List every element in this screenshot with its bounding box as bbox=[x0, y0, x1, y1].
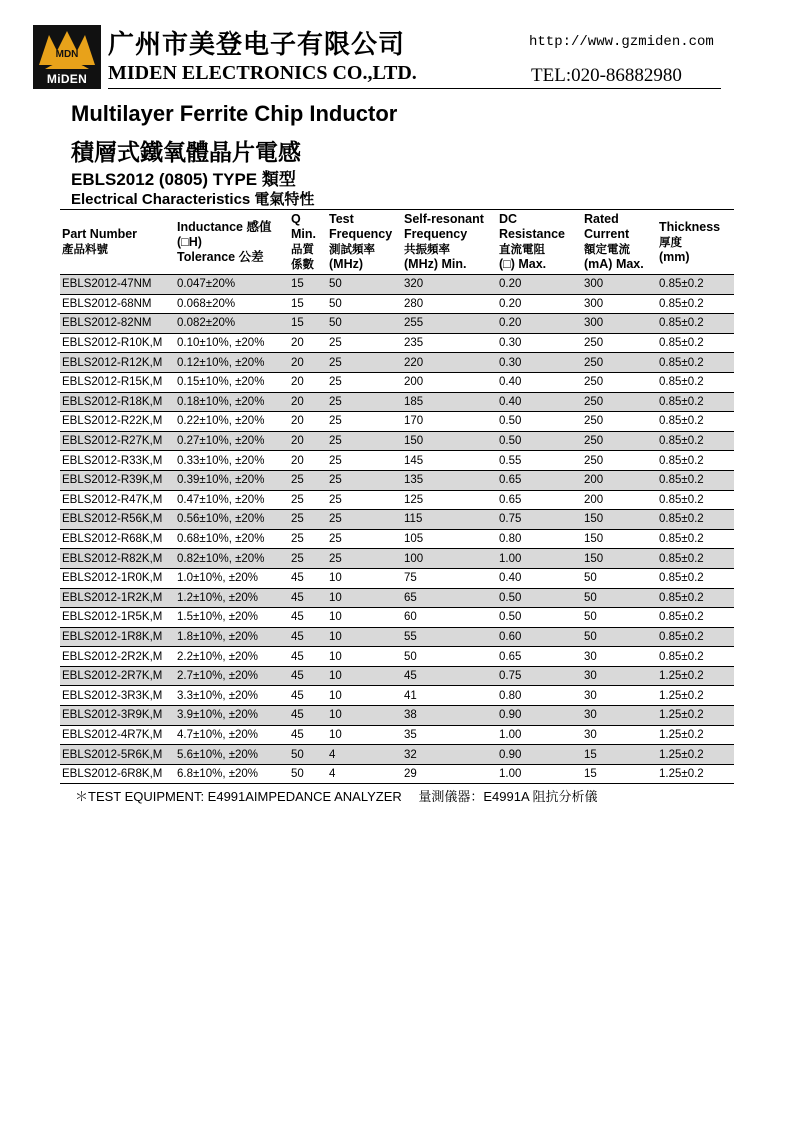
cell-inductance: 1.5±10%, ±20% bbox=[175, 608, 289, 628]
table-row bbox=[60, 510, 734, 530]
cell-test-frequency: 4 bbox=[327, 764, 402, 784]
cell-dc-resistance: 0.40 bbox=[497, 392, 582, 412]
cell-test-frequency: 50 bbox=[327, 294, 402, 314]
cell-q-min: 45 bbox=[289, 706, 327, 726]
table-row bbox=[60, 412, 734, 432]
header-line: Rated bbox=[584, 212, 619, 226]
cell-dc-resistance: 0.50 bbox=[497, 608, 582, 628]
header-line: 直流電阻 bbox=[499, 242, 545, 256]
cell-inductance: 0.68±10%, ±20% bbox=[175, 529, 289, 549]
table-row bbox=[60, 392, 734, 412]
cell-thickness: 0.85±0.2 bbox=[657, 647, 734, 667]
cell-part-number: EBLS2012-5R6K,M bbox=[60, 745, 175, 765]
table-row bbox=[60, 470, 734, 490]
cell-dc-resistance: 0.90 bbox=[497, 706, 582, 726]
logo-mdn-text: MDN bbox=[55, 49, 79, 60]
cell-part-number: EBLS2012-82NM bbox=[60, 314, 175, 334]
cell-inductance: 6.8±10%, ±20% bbox=[175, 764, 289, 784]
cell-test-frequency: 25 bbox=[327, 549, 402, 569]
section-heading: Electrical Characteristics 電氣特性 bbox=[71, 191, 315, 208]
table-row bbox=[60, 294, 734, 314]
cell-self-resonant-frequency: 45 bbox=[402, 666, 497, 686]
table-row bbox=[60, 647, 734, 667]
cell-q-min: 50 bbox=[289, 745, 327, 765]
cell-q-min: 20 bbox=[289, 372, 327, 392]
cell-q-min: 15 bbox=[289, 294, 327, 314]
cell-inductance: 1.0±10%, ±20% bbox=[175, 568, 289, 588]
cell-thickness: 1.25±0.2 bbox=[657, 686, 734, 706]
cell-thickness: 0.85±0.2 bbox=[657, 529, 734, 549]
cell-q-min: 25 bbox=[289, 510, 327, 530]
cell-dc-resistance: 1.00 bbox=[497, 549, 582, 569]
cell-rated-current: 150 bbox=[582, 510, 657, 530]
cell-self-resonant-frequency: 280 bbox=[402, 294, 497, 314]
cell-test-frequency: 50 bbox=[327, 314, 402, 334]
cell-part-number: EBLS2012-2R7K,M bbox=[60, 666, 175, 686]
cell-self-resonant-frequency: 115 bbox=[402, 510, 497, 530]
header-line: Resistance bbox=[499, 227, 566, 241]
cell-self-resonant-frequency: 29 bbox=[402, 764, 497, 784]
cell-self-resonant-frequency: 150 bbox=[402, 431, 497, 451]
document-title-cn: 積層式鐵氧體晶片電感 bbox=[71, 140, 301, 166]
cell-test-frequency: 25 bbox=[327, 372, 402, 392]
cell-q-min: 45 bbox=[289, 725, 327, 745]
cell-test-frequency: 10 bbox=[327, 588, 402, 608]
table-row bbox=[60, 686, 734, 706]
header-line: 共振頻率 bbox=[404, 242, 450, 256]
cell-dc-resistance: 0.40 bbox=[497, 568, 582, 588]
cell-part-number: EBLS2012-R12K,M bbox=[60, 353, 175, 373]
cell-inductance: 0.33±10%, ±20% bbox=[175, 451, 289, 471]
test-equipment-note: ＊TEST EQUIPMENT: E4991AIMPEDANCE ANALYZER 量測儀器：E4991A 阻抗分析儀 bbox=[75, 789, 598, 804]
cell-rated-current: 250 bbox=[582, 392, 657, 412]
table-row bbox=[60, 666, 734, 686]
cell-dc-resistance: 0.30 bbox=[497, 353, 582, 373]
cell-dc-resistance: 1.00 bbox=[497, 764, 582, 784]
company-name-en: MIDEN ELECTRONICS CO.,LTD. bbox=[108, 62, 417, 84]
cell-self-resonant-frequency: 100 bbox=[402, 549, 497, 569]
cell-test-frequency: 50 bbox=[327, 275, 402, 295]
cell-dc-resistance: 0.75 bbox=[497, 510, 582, 530]
cell-q-min: 45 bbox=[289, 608, 327, 628]
cell-part-number: EBLS2012-1R0K,M bbox=[60, 568, 175, 588]
cell-rated-current: 30 bbox=[582, 725, 657, 745]
table-body bbox=[60, 275, 734, 784]
header-line: (MHz) Min. bbox=[404, 257, 467, 271]
cell-part-number: EBLS2012-3R9K,M bbox=[60, 706, 175, 726]
cell-inductance: 0.39±10%, ±20% bbox=[175, 470, 289, 490]
cell-dc-resistance: 0.20 bbox=[497, 294, 582, 314]
cell-q-min: 45 bbox=[289, 647, 327, 667]
cell-thickness: 0.85±0.2 bbox=[657, 568, 734, 588]
header-line: 係數 bbox=[291, 257, 314, 271]
cell-test-frequency: 25 bbox=[327, 412, 402, 432]
cell-test-frequency: 25 bbox=[327, 510, 402, 530]
cell-inductance: 5.6±10%, ±20% bbox=[175, 745, 289, 765]
cell-self-resonant-frequency: 135 bbox=[402, 470, 497, 490]
cell-part-number: EBLS2012-1R8K,M bbox=[60, 627, 175, 647]
header-line: Self-resonant bbox=[404, 212, 484, 226]
cell-part-number: EBLS2012-47NM bbox=[60, 275, 175, 295]
table-row bbox=[60, 314, 734, 334]
cell-self-resonant-frequency: 220 bbox=[402, 353, 497, 373]
cell-inductance: 0.047±20% bbox=[175, 275, 289, 295]
cell-inductance: 0.22±10%, ±20% bbox=[175, 412, 289, 432]
header-line: 厚度 bbox=[659, 234, 682, 249]
cell-rated-current: 250 bbox=[582, 451, 657, 471]
header-line: 品質 bbox=[291, 242, 314, 256]
cell-part-number: EBLS2012-3R3K,M bbox=[60, 686, 175, 706]
cell-dc-resistance: 0.30 bbox=[497, 333, 582, 353]
cell-test-frequency: 4 bbox=[327, 745, 402, 765]
cell-q-min: 25 bbox=[289, 529, 327, 549]
table-row bbox=[60, 627, 734, 647]
table-row bbox=[60, 529, 734, 549]
cell-dc-resistance: 0.50 bbox=[497, 431, 582, 451]
cell-rated-current: 250 bbox=[582, 431, 657, 451]
cell-inductance: 1.2±10%, ±20% bbox=[175, 588, 289, 608]
cell-thickness: 0.85±0.2 bbox=[657, 275, 734, 295]
telephone: TEL:020-86882980 bbox=[531, 65, 682, 86]
cell-self-resonant-frequency: 65 bbox=[402, 588, 497, 608]
cell-part-number: EBLS2012-R33K,M bbox=[60, 451, 175, 471]
cell-thickness: 0.85±0.2 bbox=[657, 314, 734, 334]
page-header bbox=[0, 0, 793, 95]
logo-miden-text: MiDEN bbox=[46, 72, 88, 86]
cell-self-resonant-frequency: 55 bbox=[402, 627, 497, 647]
cell-test-frequency: 25 bbox=[327, 470, 402, 490]
cell-rated-current: 30 bbox=[582, 686, 657, 706]
cell-thickness: 0.85±0.2 bbox=[657, 333, 734, 353]
cell-q-min: 20 bbox=[289, 333, 327, 353]
cell-rated-current: 150 bbox=[582, 549, 657, 569]
cell-self-resonant-frequency: 320 bbox=[402, 275, 497, 295]
cell-q-min: 15 bbox=[289, 314, 327, 334]
cell-rated-current: 50 bbox=[582, 608, 657, 628]
cell-test-frequency: 25 bbox=[327, 451, 402, 471]
cell-thickness: 0.85±0.2 bbox=[657, 510, 734, 530]
cell-dc-resistance: 0.60 bbox=[497, 627, 582, 647]
cell-inductance: 4.7±10%, ±20% bbox=[175, 725, 289, 745]
header-line: (MHz) bbox=[329, 257, 364, 271]
table-row bbox=[60, 490, 734, 510]
table-row bbox=[60, 275, 734, 295]
cell-q-min: 25 bbox=[289, 470, 327, 490]
cell-inductance: 0.068±20% bbox=[175, 294, 289, 314]
header-line: Test bbox=[329, 212, 354, 226]
cell-part-number: EBLS2012-R47K,M bbox=[60, 490, 175, 510]
header-line: 測試頻率 bbox=[329, 242, 375, 256]
cell-self-resonant-frequency: 185 bbox=[402, 392, 497, 412]
cell-test-frequency: 25 bbox=[327, 333, 402, 353]
table-header-row bbox=[60, 210, 734, 275]
cell-q-min: 25 bbox=[289, 490, 327, 510]
cell-q-min: 45 bbox=[289, 666, 327, 686]
cell-part-number: EBLS2012-R56K,M bbox=[60, 510, 175, 530]
cell-q-min: 20 bbox=[289, 451, 327, 471]
table-row bbox=[60, 431, 734, 451]
cell-inductance: 0.18±10%, ±20% bbox=[175, 392, 289, 412]
cell-self-resonant-frequency: 200 bbox=[402, 372, 497, 392]
cell-self-resonant-frequency: 38 bbox=[402, 706, 497, 726]
company-logo bbox=[33, 25, 101, 89]
table-row bbox=[60, 549, 734, 569]
cell-thickness: 1.25±0.2 bbox=[657, 764, 734, 784]
cell-test-frequency: 10 bbox=[327, 608, 402, 628]
cell-rated-current: 15 bbox=[582, 764, 657, 784]
cell-self-resonant-frequency: 75 bbox=[402, 568, 497, 588]
header-line: Frequency bbox=[404, 227, 468, 241]
cell-rated-current: 300 bbox=[582, 294, 657, 314]
cell-dc-resistance: 0.80 bbox=[497, 686, 582, 706]
cell-inductance: 2.2±10%, ±20% bbox=[175, 647, 289, 667]
cell-rated-current: 30 bbox=[582, 647, 657, 667]
table-row bbox=[60, 764, 734, 784]
table-row bbox=[60, 353, 734, 373]
header-line: Frequency bbox=[329, 227, 393, 241]
cell-self-resonant-frequency: 41 bbox=[402, 686, 497, 706]
column-header-rated-current bbox=[582, 210, 657, 275]
cell-thickness: 0.85±0.2 bbox=[657, 608, 734, 628]
company-name-cn: 广州市美登电子有限公司 bbox=[108, 30, 406, 60]
table-row bbox=[60, 745, 734, 765]
cell-rated-current: 250 bbox=[582, 412, 657, 432]
header-line: Tolerance 公差 bbox=[177, 249, 264, 264]
cell-q-min: 20 bbox=[289, 412, 327, 432]
cell-inductance: 0.082±20% bbox=[175, 314, 289, 334]
cell-q-min: 20 bbox=[289, 353, 327, 373]
cell-rated-current: 300 bbox=[582, 275, 657, 295]
cell-part-number: EBLS2012-R68K,M bbox=[60, 529, 175, 549]
table-row bbox=[60, 333, 734, 353]
cell-inductance: 3.3±10%, ±20% bbox=[175, 686, 289, 706]
table-row bbox=[60, 608, 734, 628]
cell-self-resonant-frequency: 125 bbox=[402, 490, 497, 510]
header-line: Min. bbox=[291, 227, 316, 241]
cell-self-resonant-frequency: 235 bbox=[402, 333, 497, 353]
cell-test-frequency: 25 bbox=[327, 392, 402, 412]
cell-part-number: EBLS2012-R18K,M bbox=[60, 392, 175, 412]
cell-self-resonant-frequency: 145 bbox=[402, 451, 497, 471]
cell-q-min: 45 bbox=[289, 686, 327, 706]
cell-thickness: 0.85±0.2 bbox=[657, 490, 734, 510]
cell-thickness: 0.85±0.2 bbox=[657, 392, 734, 412]
cell-dc-resistance: 0.90 bbox=[497, 745, 582, 765]
cell-q-min: 25 bbox=[289, 549, 327, 569]
cell-dc-resistance: 1.00 bbox=[497, 725, 582, 745]
cell-inductance: 0.47±10%, ±20% bbox=[175, 490, 289, 510]
cell-q-min: 15 bbox=[289, 275, 327, 295]
cell-part-number: EBLS2012-1R2K,M bbox=[60, 588, 175, 608]
cell-dc-resistance: 0.55 bbox=[497, 451, 582, 471]
table-row bbox=[60, 451, 734, 471]
cell-rated-current: 200 bbox=[582, 470, 657, 490]
cell-thickness: 0.85±0.2 bbox=[657, 294, 734, 314]
cell-part-number: EBLS2012-R27K,M bbox=[60, 431, 175, 451]
cell-thickness: 0.85±0.2 bbox=[657, 549, 734, 569]
cell-inductance: 0.27±10%, ±20% bbox=[175, 431, 289, 451]
cell-inductance: 0.12±10%, ±20% bbox=[175, 353, 289, 373]
cell-rated-current: 30 bbox=[582, 706, 657, 726]
cell-dc-resistance: 0.50 bbox=[497, 412, 582, 432]
cell-thickness: 0.85±0.2 bbox=[657, 627, 734, 647]
cell-q-min: 20 bbox=[289, 431, 327, 451]
cell-inductance: 0.15±10%, ±20% bbox=[175, 372, 289, 392]
header-line: (□) Max. bbox=[499, 257, 547, 271]
cell-thickness: 0.85±0.2 bbox=[657, 470, 734, 490]
cell-rated-current: 50 bbox=[582, 588, 657, 608]
header-line: Current bbox=[584, 227, 630, 241]
cell-dc-resistance: 0.20 bbox=[497, 275, 582, 295]
header-line: 額定電流 bbox=[584, 242, 630, 256]
cell-thickness: 1.25±0.2 bbox=[657, 706, 734, 726]
cell-dc-resistance: 0.40 bbox=[497, 372, 582, 392]
cell-self-resonant-frequency: 170 bbox=[402, 412, 497, 432]
cell-self-resonant-frequency: 32 bbox=[402, 745, 497, 765]
column-header-test-frequency bbox=[327, 210, 402, 275]
table-row bbox=[60, 725, 734, 745]
cell-rated-current: 15 bbox=[582, 745, 657, 765]
cell-rated-current: 30 bbox=[582, 666, 657, 686]
cell-test-frequency: 10 bbox=[327, 686, 402, 706]
cell-test-frequency: 10 bbox=[327, 627, 402, 647]
cell-thickness: 0.85±0.2 bbox=[657, 451, 734, 471]
cell-rated-current: 250 bbox=[582, 333, 657, 353]
cell-part-number: EBLS2012-68NM bbox=[60, 294, 175, 314]
cell-q-min: 45 bbox=[289, 588, 327, 608]
cell-rated-current: 150 bbox=[582, 529, 657, 549]
column-header-dc-resistance bbox=[497, 210, 582, 275]
cell-self-resonant-frequency: 50 bbox=[402, 647, 497, 667]
cell-thickness: 1.25±0.2 bbox=[657, 745, 734, 765]
cell-dc-resistance: 0.75 bbox=[497, 666, 582, 686]
cell-test-frequency: 10 bbox=[327, 568, 402, 588]
cell-rated-current: 200 bbox=[582, 490, 657, 510]
cell-dc-resistance: 0.20 bbox=[497, 314, 582, 334]
cell-thickness: 0.85±0.2 bbox=[657, 353, 734, 373]
cell-test-frequency: 25 bbox=[327, 529, 402, 549]
cell-part-number: EBLS2012-R22K,M bbox=[60, 412, 175, 432]
cell-dc-resistance: 0.80 bbox=[497, 529, 582, 549]
cell-test-frequency: 10 bbox=[327, 706, 402, 726]
cell-dc-resistance: 0.65 bbox=[497, 490, 582, 510]
cell-inductance: 1.8±10%, ±20% bbox=[175, 627, 289, 647]
column-header-inductance bbox=[175, 210, 289, 275]
header-line: 產品料號 bbox=[62, 242, 108, 256]
cell-part-number: EBLS2012-R15K,M bbox=[60, 372, 175, 392]
cell-q-min: 50 bbox=[289, 764, 327, 784]
cell-dc-resistance: 0.65 bbox=[497, 647, 582, 667]
cell-thickness: 1.25±0.2 bbox=[657, 725, 734, 745]
header-line: Q bbox=[291, 212, 301, 226]
cell-inductance: 0.56±10%, ±20% bbox=[175, 510, 289, 530]
cell-test-frequency: 25 bbox=[327, 431, 402, 451]
header-line: Inductance 感值 bbox=[177, 219, 272, 234]
column-header-part-number bbox=[60, 210, 175, 275]
cell-rated-current: 300 bbox=[582, 314, 657, 334]
cell-inductance: 0.10±10%, ±20% bbox=[175, 333, 289, 353]
cell-q-min: 45 bbox=[289, 627, 327, 647]
cell-self-resonant-frequency: 35 bbox=[402, 725, 497, 745]
column-header-self-resonant-frequency bbox=[402, 210, 497, 275]
cell-test-frequency: 10 bbox=[327, 725, 402, 745]
header-line: Thickness bbox=[659, 219, 721, 234]
header-line: Part Number bbox=[62, 227, 138, 241]
table-row bbox=[60, 706, 734, 726]
cell-dc-resistance: 0.65 bbox=[497, 470, 582, 490]
spec-table bbox=[60, 209, 734, 784]
cell-rated-current: 50 bbox=[582, 627, 657, 647]
cell-part-number: EBLS2012-1R5K,M bbox=[60, 608, 175, 628]
cell-test-frequency: 25 bbox=[327, 490, 402, 510]
cell-thickness: 0.85±0.2 bbox=[657, 588, 734, 608]
cell-thickness: 0.85±0.2 bbox=[657, 431, 734, 451]
cell-test-frequency: 25 bbox=[327, 353, 402, 373]
cell-part-number: EBLS2012-4R7K,M bbox=[60, 725, 175, 745]
cell-thickness: 0.85±0.2 bbox=[657, 372, 734, 392]
table-row bbox=[60, 568, 734, 588]
cell-rated-current: 250 bbox=[582, 372, 657, 392]
column-header-thickness bbox=[657, 210, 734, 275]
cell-q-min: 20 bbox=[289, 392, 327, 412]
cell-part-number: EBLS2012-R10K,M bbox=[60, 333, 175, 353]
cell-inductance: 3.9±10%, ±20% bbox=[175, 706, 289, 726]
cell-inductance: 0.82±10%, ±20% bbox=[175, 549, 289, 569]
website-link[interactable]: http://www.gzmiden.com bbox=[529, 34, 714, 50]
cell-dc-resistance: 0.50 bbox=[497, 588, 582, 608]
header-line: (□H) bbox=[177, 234, 202, 249]
column-header-q-min bbox=[289, 210, 327, 275]
cell-part-number: EBLS2012-R82K,M bbox=[60, 549, 175, 569]
cell-q-min: 45 bbox=[289, 568, 327, 588]
cell-test-frequency: 10 bbox=[327, 666, 402, 686]
cell-part-number: EBLS2012-2R2K,M bbox=[60, 647, 175, 667]
table-row bbox=[60, 588, 734, 608]
cell-self-resonant-frequency: 255 bbox=[402, 314, 497, 334]
table-row bbox=[60, 372, 734, 392]
product-type: EBLS2012 (0805) TYPE 類型 bbox=[71, 170, 296, 189]
header-divider bbox=[108, 88, 721, 89]
header-line: (mm) bbox=[659, 249, 690, 264]
cell-test-frequency: 10 bbox=[327, 647, 402, 667]
document-title-en: Multilayer Ferrite Chip Inductor bbox=[71, 101, 398, 126]
header-line: DC bbox=[499, 212, 518, 226]
cell-self-resonant-frequency: 105 bbox=[402, 529, 497, 549]
cell-thickness: 1.25±0.2 bbox=[657, 666, 734, 686]
cell-rated-current: 250 bbox=[582, 353, 657, 373]
header-line: (mA) Max. bbox=[584, 257, 644, 271]
cell-part-number: EBLS2012-R39K,M bbox=[60, 470, 175, 490]
cell-part-number: EBLS2012-6R8K,M bbox=[60, 764, 175, 784]
cell-thickness: 0.85±0.2 bbox=[657, 412, 734, 432]
cell-rated-current: 50 bbox=[582, 568, 657, 588]
cell-self-resonant-frequency: 60 bbox=[402, 608, 497, 628]
cell-inductance: 2.7±10%, ±20% bbox=[175, 666, 289, 686]
